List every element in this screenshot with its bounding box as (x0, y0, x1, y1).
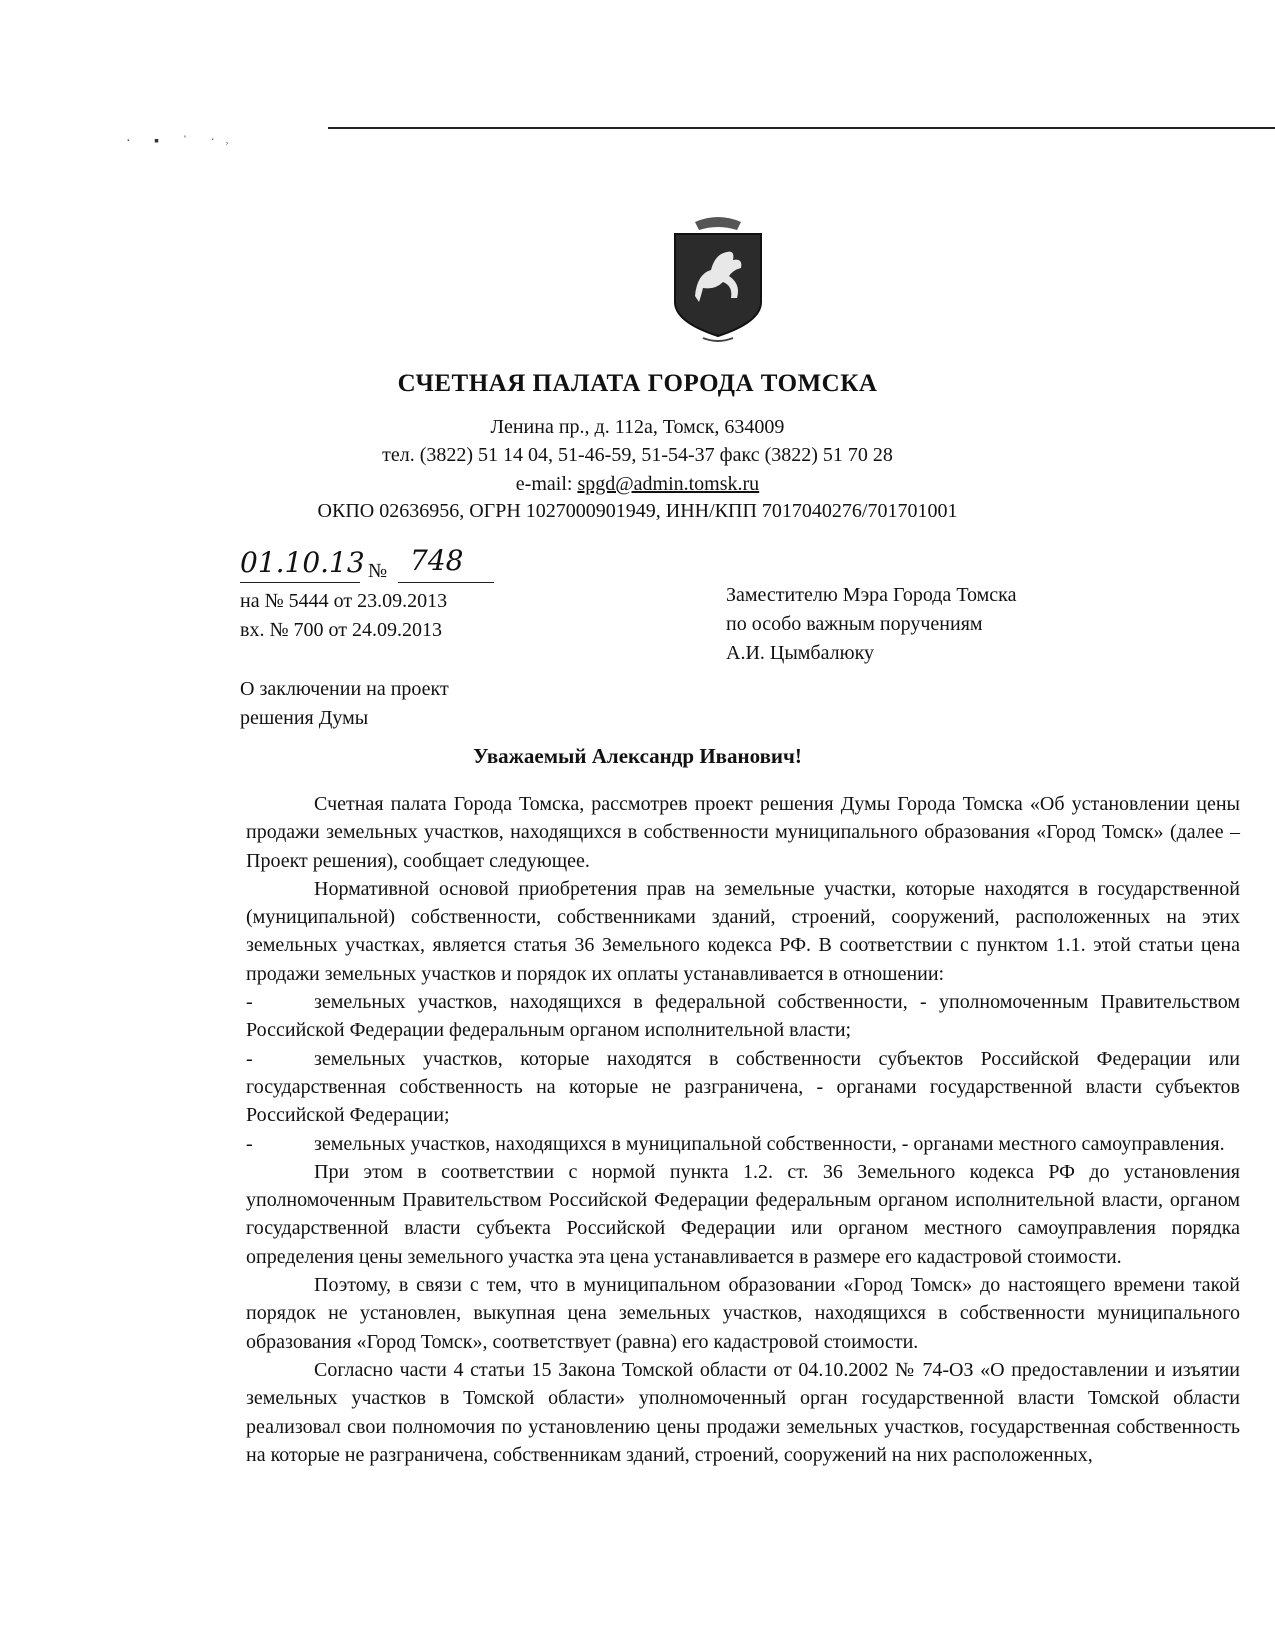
handwritten-number: 748 (410, 544, 464, 577)
paragraph: Поэтому, в связи с тем, что в муниципальном образовании «Город Томск» до настоящего времени такой порядок не установлен, выкупная цена земельных участков, находящихся в собственности муниципального образования «Город Томск», соответствует (равна) его кадастровой стоимости. (246, 1274, 1240, 1353)
number-label: № (368, 560, 388, 582)
subject-line-1: О заключении на проект (240, 678, 449, 700)
email-line (0, 473, 1275, 496)
recipient-role: по особо важным поручениям (726, 613, 983, 635)
paragraph: Согласно части 4 статьи 15 Закона Томской области от 04.10.2002 № 74-ОЗ «О предоставлении и изъятии земельных участков в Томской области» уполномоченный орган государственной власти Томской области реализовал свои полномочия по установлению цены продажи земельных участков, государственная собственность на которые не разграничена, собственникам зданий, строений, сооружений на них расположенных, (246, 1358, 1240, 1466)
date-underline (240, 582, 360, 583)
recipient-name: А.И. Цымбалюку (726, 642, 875, 664)
scan-specks: · ▪ ˈ ˑ˒ (126, 134, 240, 149)
email-link[interactable]: spgd@admin.tomsk.ru (577, 473, 760, 495)
address-line: Ленина пр., д. 112а, Томск, 634009 (490, 416, 785, 438)
list-dash: - (246, 1047, 253, 1070)
greeting: Уважаемый Александр Иванович! (473, 744, 802, 768)
recipient-title: Заместителю Мэра Города Томска (726, 584, 1017, 606)
number-underline (398, 582, 494, 583)
registration-codes: ОКПО 02636956, ОГРН 1027000901949, ИНН/КПП 7017040276/701701001 (317, 500, 958, 522)
tomsk-coat-of-arms-icon (663, 210, 773, 345)
organization-name: СЧЕТНАЯ ПАЛАТА ГОРОДА ТОМСКА (397, 370, 878, 397)
email-label: e-mail: (515, 473, 578, 495)
list-dash: - (246, 991, 253, 1014)
list-item (246, 988, 1240, 1045)
reference-line-1: на № 5444 от 23.09.2013 (240, 590, 448, 612)
paragraph: При этом в соответствии с нормой пункта 1.2. ст. 36 Земельного кодекса РФ до установления уполномоченным Правительством Российской Федерации федеральным органом исполнительной власти, органом государственной власти субъекта Российской Федерации или органом местного самоуправления порядка определения цены земельного участка эта цена устанавливается в размере его кадастровой стоимости. (246, 1160, 1240, 1268)
handwritten-date: 01.10.13 (240, 546, 365, 579)
letter-body (246, 790, 1240, 1469)
subject-block (240, 675, 449, 733)
list-item-text: земельных участков, находящихся в федеральной собственности, - уполномоченным Правительством Российской Федерации федеральным органом исполнительной власти; (246, 991, 1240, 1042)
list-item (246, 1045, 1240, 1130)
reference-line-2: вх. № 700 от 24.09.2013 (240, 619, 443, 641)
list-dash: - (246, 1132, 253, 1155)
phone-fax-line: тел. (3822) 51 14 04, 51-46-59, 51-54-37 факс (3822) 51 70 28 (382, 444, 893, 466)
list-item (246, 1130, 1240, 1158)
top-rule (328, 127, 1275, 129)
subject-line-2: решения Думы (240, 707, 369, 729)
paragraph: Счетная палата Города Томска, рассмотрев проект решения Думы Города Томска «Об установлении цены продажи земельных участков, находящихся в собственности муниципального образования «Город Томск» (далее – Проект решения), сообщает следующее. (246, 793, 1240, 872)
recipient-block (726, 581, 1016, 668)
list-item-text: земельных участков, которые находятся в собственности субъектов Российской Федерации или государственная собственность на которые не разграничена, - органами государственной власти субъектов Российской Федерации; (246, 1047, 1240, 1127)
paragraph: Нормативной основой приобретения прав на земельные участки, которые находятся в государственной (муниципальной) собственности, собственниками зданий, строений, сооружений, расположенных на этих земельных участках, является статья 36 Земельного кодекса РФ. В соответствии с пунктом 1.1. этой статьи цена продажи земельных участков и порядок их оплаты устанавливается в отношении: (246, 877, 1240, 985)
list-item-text: земельных участков, находящихся в муниципальной собственности, - органами местного самоуправления. (314, 1132, 1225, 1155)
